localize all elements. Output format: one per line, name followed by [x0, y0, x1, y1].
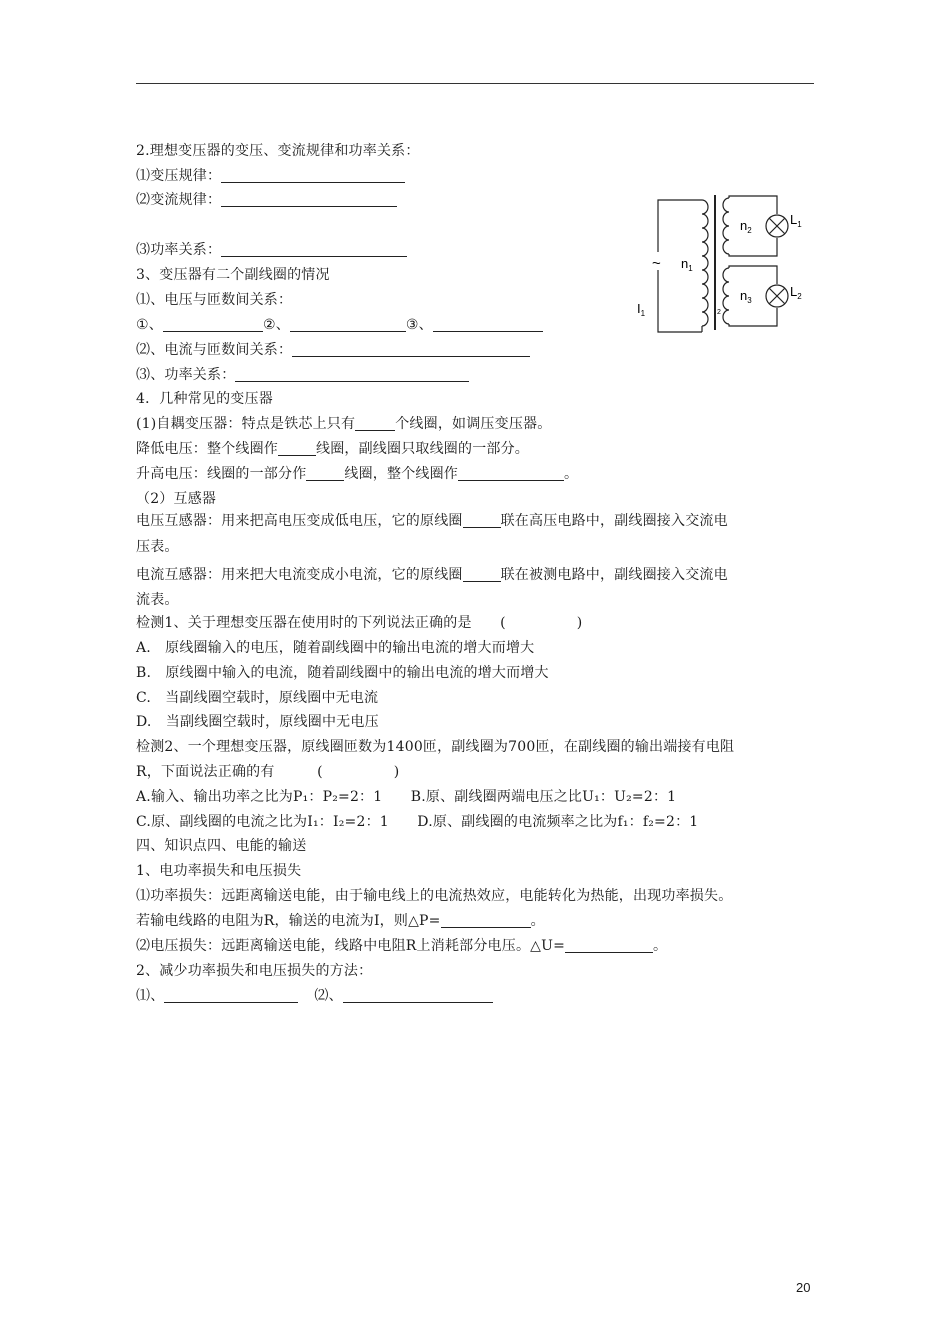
answer-blank[interactable] — [441, 913, 531, 928]
loss-heading: 1、电功率损失和电压损失 — [136, 863, 302, 879]
answer-blank[interactable] — [306, 466, 344, 481]
quiz-1-option-b[interactable]: B. 原线圈中输入的电流，随着副线圈中的输出电流的增大而增大 — [136, 665, 549, 681]
answer-blank[interactable] — [355, 416, 395, 431]
answer-blank[interactable] — [221, 168, 405, 183]
quiz-2-question-cont: R，下面说法正确的有 ( ) — [136, 764, 400, 780]
answer-blank[interactable] — [565, 938, 653, 953]
answer-blank[interactable] — [278, 441, 316, 456]
answer-blank[interactable] — [433, 317, 543, 332]
voltage-transformer-line: 电压互感器：用来把高电压变成低电压，它的原线圈 联在高压电路中，副线圈接入交流电 — [136, 513, 728, 529]
voltage-transformer-cont: 压表。 — [136, 539, 179, 555]
label-l1: $L_1$ — [790, 212, 802, 229]
quiz-1-option-a[interactable]: A. 原线圈输入的电压，随着副线圈中的输出电流的增大而增大 — [136, 640, 535, 656]
stray-label: 2 — [717, 309, 721, 316]
section-2-heading: 2.理想变压器的变压、变流规律和功率关系： — [136, 143, 420, 159]
lamp-l2-icon — [766, 285, 788, 307]
section-iv-heading: 四、知识点四、电能的输送 — [136, 838, 307, 854]
quiz-1-option-d[interactable]: D. 当副线圈空载时，原线圈中无电压 — [136, 714, 379, 730]
reduce-loss-heading: 2、减少功率损失和电压损失的方法： — [136, 963, 373, 979]
current-transformer-cont: 流表。 — [136, 592, 179, 608]
autotransformer-line: (1)自耦变压器：特点是铁芯上只有 个线圈，如调压变压器。 — [136, 416, 552, 432]
step-down-line: 降低电压：整个线圈作 线圈，副线圈只取线圈的一部分。 — [136, 441, 529, 457]
power-loss-formula-line: 若输电线路的电阻为R，输送的电流为I，则△P= 。 — [136, 913, 545, 929]
answer-blank[interactable] — [463, 513, 501, 528]
quiz-2-options-ab[interactable]: A.输入、输出功率之比为P₁：P₂=2：1 B.原、副线圈两端电压之比U₁：U₂=2：1 — [136, 789, 677, 805]
reduce-loss-blanks: ⑴、 ⑵、 — [136, 987, 493, 1005]
label-n2: $n_2$ — [740, 218, 752, 235]
step-up-line: 升高电压：线圈的一部分作 线圈，整个线圈作 。 — [136, 466, 579, 482]
answer-blank[interactable] — [290, 317, 406, 332]
instrument-transformer-heading: （2）互感器 — [136, 491, 217, 507]
label-i1: $I_1$ — [637, 301, 646, 318]
quiz-2-options-cd[interactable]: C.原、副线圈的电流之比为I₁：I₂=2：1 D.原、副线圈的电流频率之比为f₁：f₂=2：1 — [136, 814, 699, 830]
voltage-law-line: ⑴变压规律： — [136, 167, 405, 185]
section-3-heading: 3、变压器有二个副线圈的情况 — [136, 267, 330, 283]
header-rule — [136, 83, 814, 84]
answer-blank[interactable] — [163, 317, 263, 332]
answer-blank[interactable] — [221, 192, 397, 207]
answer-blank[interactable] — [164, 988, 298, 1003]
answer-blank[interactable] — [221, 242, 407, 257]
answer-blank[interactable] — [463, 567, 501, 582]
section-4-heading: 4．几种常见的变压器 — [136, 391, 273, 407]
voltage-loss-line: ⑵电压损失：远距离输送电能，线路中电阻R上消耗部分电压。△U= 。 — [136, 938, 668, 954]
transformer-circuit-diagram — [632, 190, 812, 340]
lamp-l1-icon — [766, 215, 788, 237]
current-turns-line: ⑵、电流与匝数间关系： — [136, 341, 530, 359]
voltage-turns-heading: ⑴、电压与匝数间关系： — [136, 292, 293, 308]
power-loss-line: ⑴功率损失：远距离输送电能，由于输电线上的电流热效应，电能转化为热能，出现功率损失。 — [136, 888, 733, 904]
quiz-1-question: 检测1、关于理想变压器在使用时的下列说法正确的是 ( ) — [136, 615, 583, 631]
answer-blank[interactable] — [343, 988, 493, 1003]
page-number: 20 — [796, 1280, 811, 1295]
label-l2: $L_2$ — [790, 284, 802, 301]
voltage-turns-blanks: ①、 ②、 ③、 — [136, 316, 543, 334]
label-n1: $n_1$ — [681, 256, 693, 273]
power-relation-line: ⑶功率关系： — [136, 241, 407, 259]
quiz-2-question: 检测2、一个理想变压器，原线圈匝数为1400匝，副线圈为700匝，在副线圈的输出端接有电阻 — [136, 739, 735, 755]
current-law-line: ⑵变流规律： — [136, 191, 397, 209]
answer-blank[interactable] — [458, 466, 564, 481]
label-n3: $n_3$ — [740, 288, 752, 305]
current-transformer-line: 电流互感器：用来把大电流变成小电流，它的原线圈 联在被测电路中，副线圈接入交流电 — [136, 567, 728, 583]
quiz-1-option-c[interactable]: C. 当副线圈空载时，原线圈中无电流 — [136, 690, 379, 706]
answer-blank[interactable] — [235, 367, 469, 382]
power-relation-2-line: ⑶、功率关系： — [136, 366, 469, 384]
answer-blank[interactable] — [292, 342, 530, 357]
ac-source-symbol: ~ — [652, 255, 661, 272]
